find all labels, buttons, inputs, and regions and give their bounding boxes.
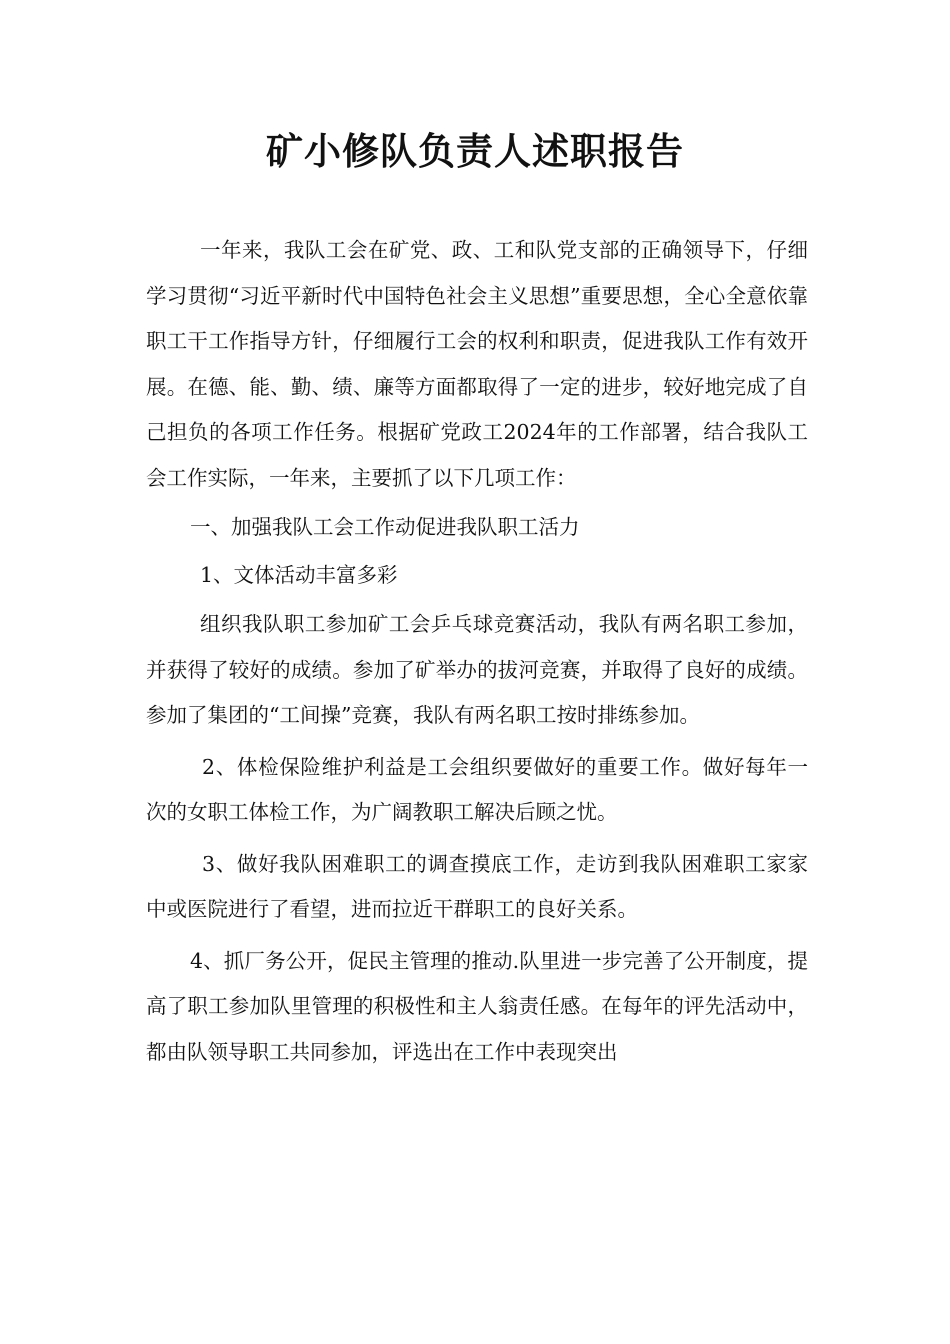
document-title: 矿小修队负责人述职报告: [266, 130, 684, 173]
intro-paragraph: 一年来，我队工会在矿党、政、工和队党支部的正确领导下，仔细学习贯彻“习近平新时代中国特色社会主义思想”重要思想，全心全意依靠职工干工作指导方针，仔细履行工会的权利和职责，促进我队工作有效开展。在德、能、勤、绩、廉等方面都取得了一定的进步，较好地完成了自己担负的各项工作任务。根据矿党政工2024年的工作部署，结合我队工会工作实际，一年来，主要抓了以下几项工作：: [146, 238, 808, 490]
item-1-heading: 1、文体活动丰富多彩: [200, 562, 398, 587]
item-2-paragraph: 2、体检保险维护利益是工会组织要做好的重要工作。做好每年一次的女职工体检工作，为广阔教职工解决后顾之忧。: [146, 754, 808, 824]
item-4-paragraph: 4、抓厂务公开，促民主管理的推动.队里进一步完善了公开制度，提高了职工参加队里管理的积极性和主人翁责任感。在每年的评先活动中，都由队领导职工共同参加，评选出在工作中表现突出: [146, 948, 808, 1064]
document-body: [146, 228, 808, 1075]
item-1-paragraph: 组织我队职工参加矿工会乒乓球竞赛活动，我队有两名职工参加，并获得了较好的成绩。参加了矿举办的拔河竞赛，并取得了良好的成绩。参加了集团的“工间操”竞赛，我队有两名职工按时排练参加。: [146, 612, 808, 727]
item-3-paragraph: 3、做好我队困难职工的调查摸底工作，走访到我队困难职工家家中或医院进行了看望，进而拉近干群职工的良好关系。: [146, 851, 808, 921]
section-1-heading: 一、加强我队工会工作动促进我队职工活力: [190, 515, 580, 539]
